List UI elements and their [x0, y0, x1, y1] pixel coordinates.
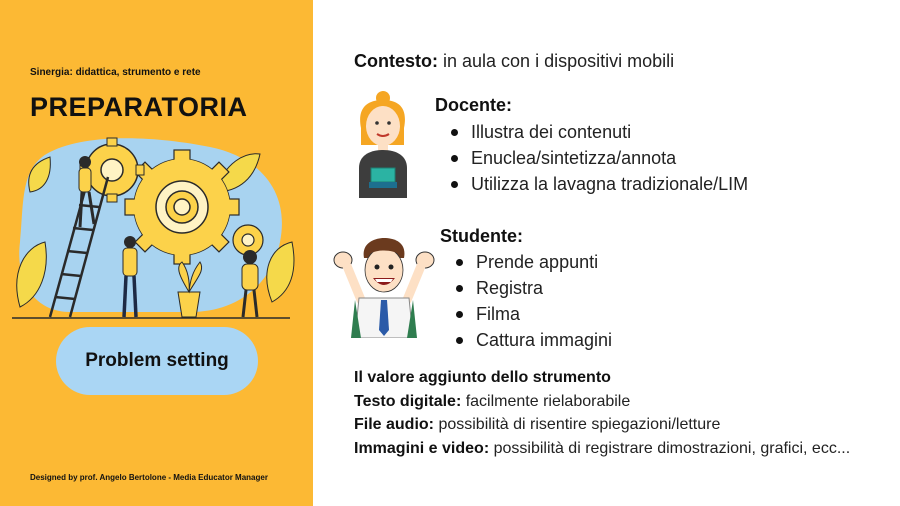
value-row [354, 413, 850, 437]
list-item: Utilizza la lavagna tradizionale/LIM [439, 171, 748, 197]
value-row-label: Testo digitale: [354, 392, 462, 410]
value-row-text: possibilità di risentire spiegazioni/letture [434, 416, 721, 433]
credit-line: Designed by prof. Angelo Bertolone - Media Educator Manager [30, 473, 268, 482]
list-item: Prende appunti [444, 249, 612, 275]
main-title: PREPARATORIA [30, 92, 248, 122]
value-row-label: Immagini e video: [354, 439, 490, 457]
list-item: Cattura immagini [444, 327, 612, 353]
teacher-title: Docente: [435, 95, 513, 115]
student-list [444, 249, 612, 353]
supertitle: Sinergia: didattica, strumento e rete [30, 67, 201, 78]
list-item: Enuclea/sintetizza/annota [439, 145, 748, 171]
left-panel [0, 0, 313, 506]
value-row-text: facilmente rielaborabile [461, 392, 631, 410]
value-heading: Il valore aggiunto dello strumento [354, 369, 611, 386]
value-row [354, 437, 850, 461]
student-title: Studente: [440, 226, 523, 246]
problem-setting-pill: Problem setting [56, 327, 258, 395]
list-item: Registra [444, 275, 612, 301]
student-avatar-icon [331, 238, 437, 338]
gears-teamwork-illustration [10, 132, 300, 322]
teacher-list [439, 119, 748, 197]
right-panel [313, 0, 900, 506]
context-label: Contesto: [354, 51, 438, 71]
list-item: Illustra dei contenuti [439, 119, 748, 145]
value-row [354, 390, 850, 414]
value-row-text: possibilità di registrare dimostrazioni, grafici, ecc... [489, 439, 851, 457]
person-with-gear [242, 250, 258, 317]
value-row-label: File audio: [354, 416, 434, 433]
context-value: in aula con i dispositivi mobili [438, 51, 675, 71]
context-line [354, 51, 674, 72]
teacher-avatar-icon [353, 90, 411, 198]
value-section [354, 366, 850, 460]
list-item: Filma [444, 301, 612, 327]
